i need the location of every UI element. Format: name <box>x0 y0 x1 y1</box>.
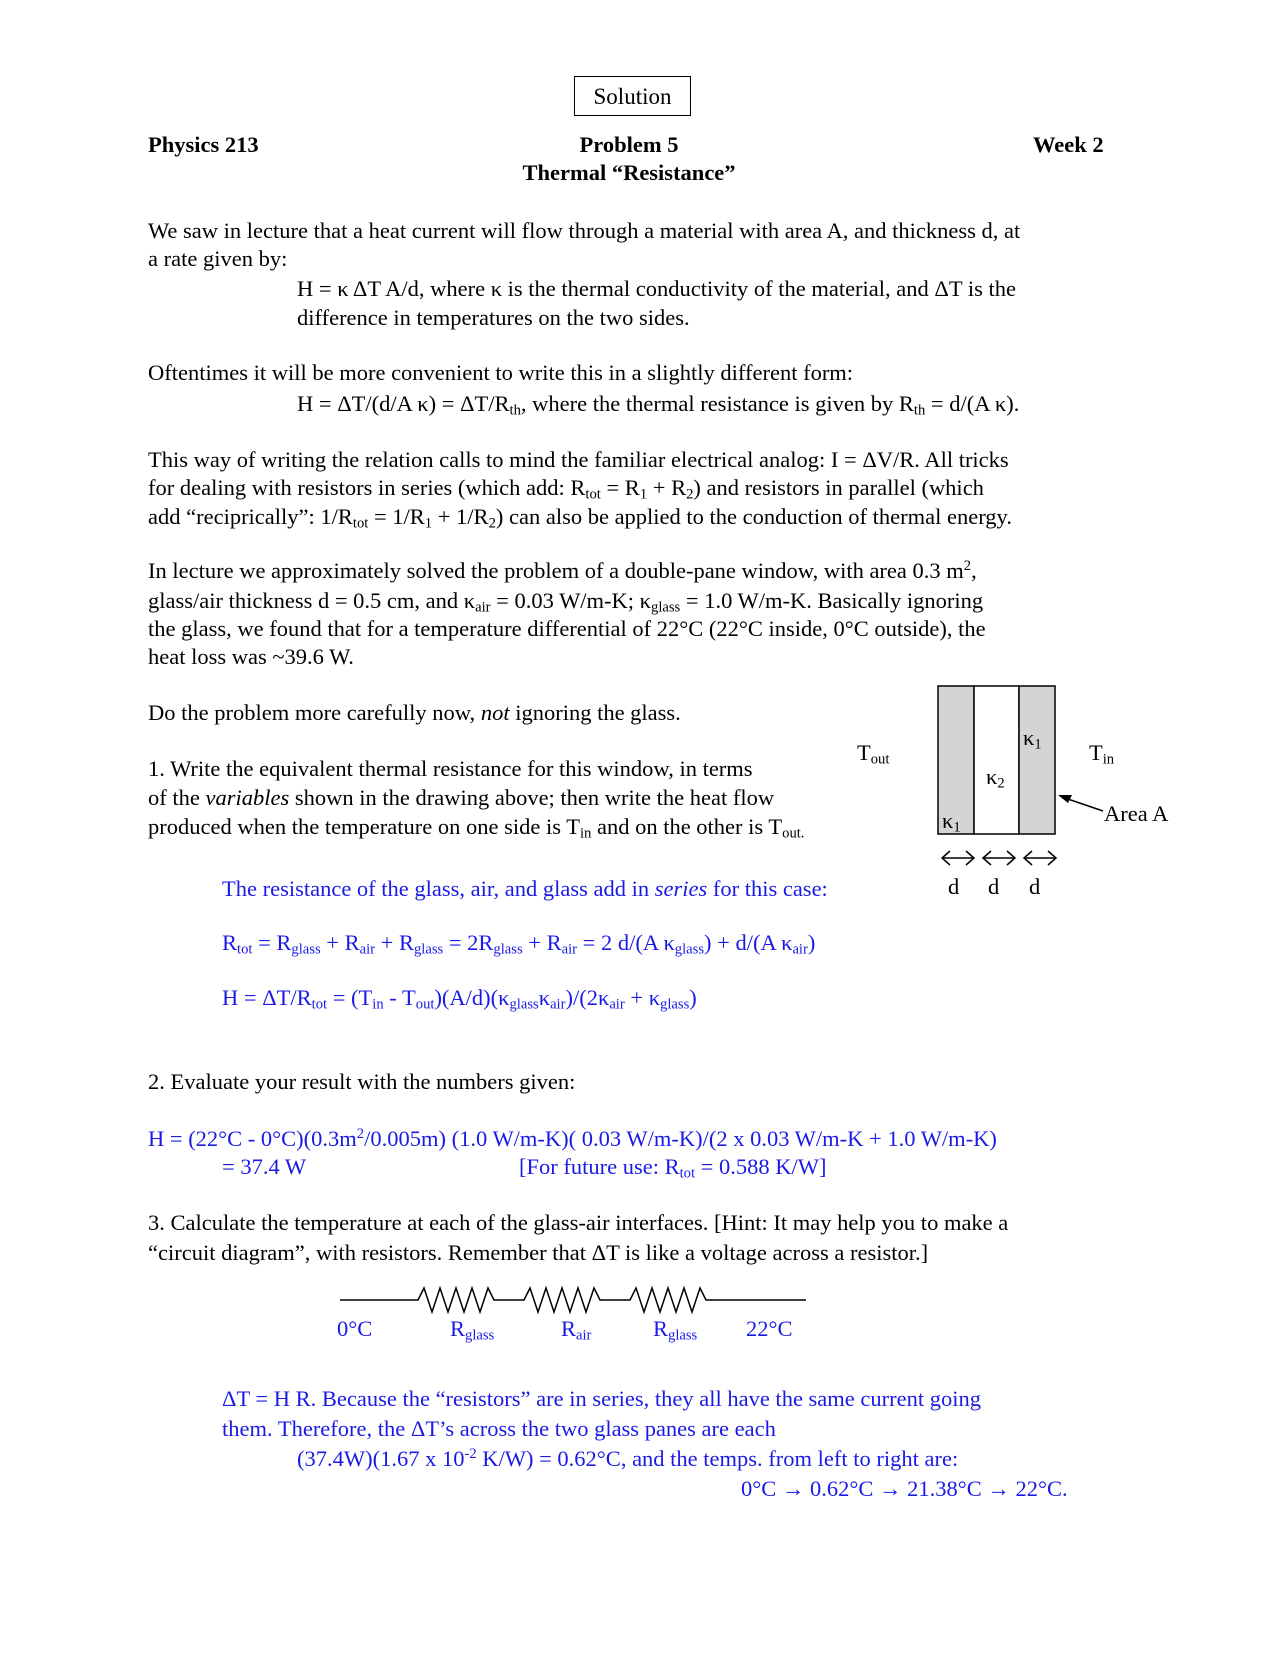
a1-resistance-equation: $R_{tot} = R_{glass} + R_{air} + R_{glass} = 2R_{glass} + R_{air} = 2$ d/(A $\kappa_{glass}) + d/(A$ $\kappa_{air}$) <box>222 930 816 958</box>
q3-line-1: 3. Calculate the temperature at each of the glass-air interfaces. [Hint: It may help you to make a <box>148 1210 1009 1235</box>
a2-future-use: [For future use: $R_{tot} = 0.588$ K/W] <box>519 1154 827 1182</box>
k2-label: $\kappa_2$ <box>986 764 1005 792</box>
k1-outer-label: $\kappa_1$ <box>942 808 961 836</box>
circuit-resistor-glass-1: $R_{glass}$ <box>450 1316 495 1344</box>
thickness-label-2: d <box>988 874 1000 899</box>
solution-label: Solution <box>574 76 691 116</box>
a3-temperature-sequence: 0°C → 0.62°C → 21.38°C → 22°C. <box>741 1476 1068 1501</box>
intro-equation-line-1: H = κ ΔT A/d, where κ is the thermal conductivity of the material, and ΔT is the <box>297 276 1016 301</box>
circuit-resistor-glass-2: $R_{glass}$ <box>653 1316 698 1344</box>
week-label: Week 2 <box>1033 132 1104 157</box>
q1-line-3: produced when the temperature on one side is $T_{in}$ and on the other is $T_{out.}$ <box>148 814 805 842</box>
form-line-1: Oftentimes it will be more convenient to write this in a slightly different form: <box>148 360 854 385</box>
a3-line-1: ΔT = H R. Because the “resistors” are in series, they all have the same current going <box>222 1386 981 1411</box>
page-title: Thermal “Resistance” <box>522 160 736 185</box>
lecture-line-3: the glass, we found that for a temperature differential of 22°C (22°C inside, 0°C outside), the <box>148 616 986 641</box>
analog-line-1: This way of writing the relation calls to mind the familiar electrical analog: I = ΔV/R. All tricks <box>148 447 1009 472</box>
a1-intro: The resistance of the glass, air, and glass add in series for this case: <box>222 876 828 901</box>
analog-line-2: for dealing with resistors in series (which add: $R_{tot} = R_1 + R_2$) and resistors in parallel (which <box>148 475 984 503</box>
thickness-label-3: d <box>1029 874 1041 899</box>
t-out-label: $T_{out}$ <box>857 740 890 768</box>
circuit-left-temp: 0°C <box>337 1316 373 1341</box>
k1-inner-label: $\kappa_1$ <box>1023 725 1042 753</box>
intro-line-1: We saw in lecture that a heat current will flow through a material with area A, and thickness d, at <box>148 218 1021 243</box>
intro-equation-line-2: difference in temperatures on the two sides. <box>297 305 690 330</box>
a3-line-2: them. Therefore, the ΔT’s across the two glass panes are each <box>222 1416 776 1441</box>
q1-line-1: 1. Write the equivalent thermal resistance for this window, in terms <box>148 756 753 781</box>
a2-result: = 37.4 W <box>222 1154 307 1179</box>
analog-line-3: add “reciprically”: $1/R_{tot} = 1/R_1 + 1/R_2$) can also be applied to the conduction of thermal energy. <box>148 504 1012 532</box>
a1-heat-equation: $H = \Delta T/R_{tot} = (T_{in} - T_{out})(A/d)(\kappa_{glass}\kappa_{air})/(2\kappa_{air} + \kappa_{glass})$ <box>222 985 697 1013</box>
q3-line-2: “circuit diagram”, with resistors. Remember that ΔT is like a voltage across a resistor.] <box>148 1240 929 1265</box>
task-line: Do the problem more carefully now, not ignoring the glass. <box>148 700 681 725</box>
lecture-line-2: glass/air thickness d = 0.5 cm, and $\kappa_{air} = 0.03$ W/m-K; $\kappa_{glass} = 1.0$ W/m-K. Basically ignoring <box>148 588 984 616</box>
a2-line-1: $H = (22^\circ C - 0^\circ C)(0.3m^2/0.005m)$ (1.0 W/m-K)( 0.03 W/m-K)/(2 x 0.03 W/m-K + 1.0 W/m-K) <box>148 1125 997 1151</box>
form-equation: H = ΔT/(d/A $\kappa) = \Delta T/R_{th}$, where the thermal resistance is given by $R_{th} = d/(A$ κ). <box>297 391 1020 419</box>
intro-line-2: a rate given by: <box>148 246 288 271</box>
q2-line: 2. Evaluate your result with the numbers given: <box>148 1069 576 1094</box>
lecture-line-4: heat loss was ~39.6 W. <box>148 644 354 669</box>
course-title: Physics 213 <box>148 132 259 157</box>
thickness-label-1: d <box>948 874 960 899</box>
circuit-wire <box>340 1288 806 1312</box>
circuit-right-temp: 22°C <box>746 1316 793 1341</box>
t-in-label: $T_{in}$ <box>1089 740 1115 768</box>
problem-number: Problem 5 <box>579 132 679 157</box>
lecture-line-1: In lecture we approximately solved the problem of a double-pane window, with area 0.3 $m^2$, <box>148 557 977 583</box>
area-label: Area A <box>1104 801 1169 826</box>
circuit-resistor-air: $R_{air}$ <box>561 1316 592 1344</box>
q1-line-2: of the variables shown in the drawing above; then write the heat flow <box>148 785 775 810</box>
a3-line-3: (37.4W)(1.67 x $10^{-2}$ K/W) = 0.62°C, and the temps. from left to right are: <box>297 1445 959 1471</box>
